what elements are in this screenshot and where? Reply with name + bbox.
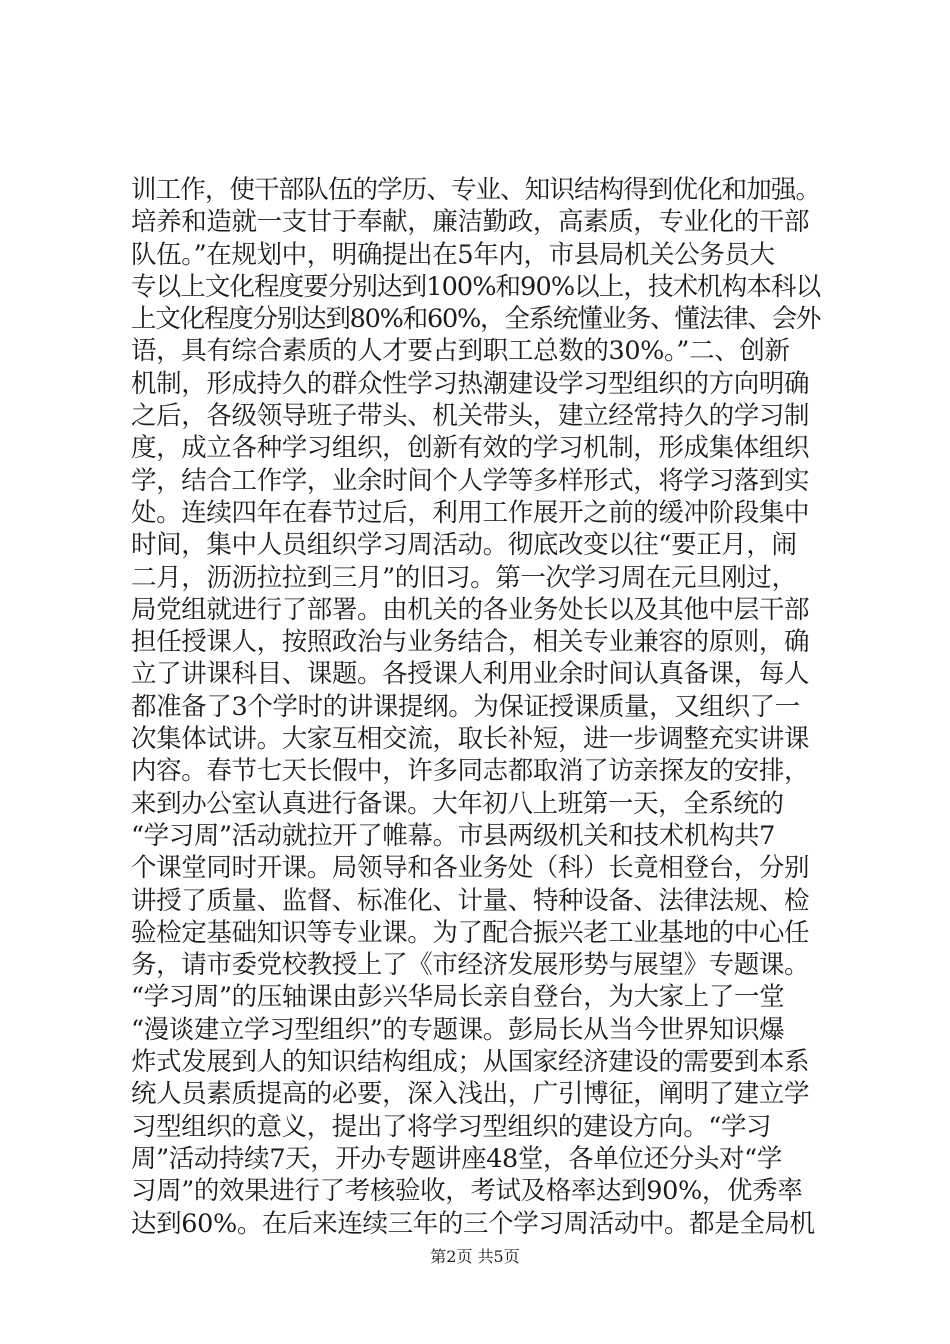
text-line: 处。连续四年在春节过后，利用工作展开之前的缓冲阶段集中	[131, 497, 810, 528]
text-line: 务，请市委党校教授上了《市经济发展形势与展望》专题课。	[131, 950, 810, 981]
text-line: 语，具有综合素质的人才要占到职工总数的30%。”二、创新	[131, 336, 790, 367]
text-line: “漫谈建立学习型组织”的专题课。彭局长从当今世界知识爆	[131, 1014, 785, 1045]
text-line: 队伍。”在规划中，明确提出在5年内，市县局机关公务员大	[131, 239, 775, 270]
text-line: 局党组就进行了部署。由机关的各业务处长以及其他中层干部	[131, 594, 810, 625]
text-line: 担任授课人，按照政治与业务结合，相关专业兼容的原则，确	[131, 627, 810, 658]
text-line: 专以上文化程度要分别达到100%和90%以上，技术机构本科以	[131, 271, 821, 302]
text-line: 次集体试讲。大家互相交流，取长补短，进一步调整充实讲课	[131, 724, 810, 755]
text-line: 习周”的效果进行了考核验收，考试及格率达到90%，优秀率	[131, 1176, 803, 1207]
text-line: 立了讲课科目、课题。各授课人利用业余时间认真备课，每人	[131, 659, 810, 690]
text-line: 之后，各级领导班子带头、机关带头，建立经常持久的学习制	[131, 401, 810, 432]
text-line: 周”活动持续7天，开办专题讲座48堂，各单位还分头对“学	[131, 1143, 782, 1174]
text-line: 炸式发展到人的知识结构组成；从国家经济建设的需要到本系	[131, 1047, 810, 1078]
text-line: 度，成立各种学习组织，创新有效的学习机制，形成集体组织	[131, 433, 810, 464]
text-line: “学习周”的压轴课由彭兴华局长亲自登台，为大家上了一堂	[131, 982, 785, 1013]
text-line: 统人员素质提高的必要，深入浅出，广引博征，阐明了建立学	[131, 1079, 810, 1110]
page-footer: 第2页 共5页	[430, 1247, 520, 1266]
text-line: 达到60%。在后来连续三年的三个学习周活动中。都是全局机	[131, 1208, 815, 1239]
text-line: 都准备了3个学时的讲课提纲。为保证授课质量，又组织了一	[131, 691, 800, 722]
text-line: “学习周”活动就拉开了帷幕。市县两级机关和技术机构共7	[131, 820, 775, 851]
text-line: 验检定基础知识等专业课。为了配合振兴老工业基地的中心任	[131, 917, 810, 948]
text-line: 学，结合工作学，业余时间个人学等多样形式，将学习落到实	[131, 465, 810, 496]
body-text	[131, 174, 831, 1240]
text-line: 二月，沥沥拉拉到三月”的旧习。第一次学习周在元旦刚过，	[131, 562, 797, 593]
text-line: 来到办公室认真进行备课。大年初八上班第一天，全系统的	[131, 788, 784, 819]
text-line: 机制，形成持久的群众性学习热潮建设学习型组织的方向明确	[131, 368, 810, 399]
text-line: 培养和造就一支甘于奉献，廉洁勤政，高素质，专业化的干部	[131, 207, 810, 238]
text-line: 讲授了质量、监督、标准化、计量、特种设备、法律法规、检	[131, 885, 810, 916]
text-line: 习型组织的意义，提出了将学习型组织的建设方向。“学习	[131, 1111, 772, 1142]
text-line: 个课堂同时开课。局领导和各业务处（科）长竟相登台，分别	[131, 853, 810, 884]
text-line: 时间，集中人员组织学习周活动。彻底改变以往“要正月，闹	[131, 530, 797, 561]
text-line: 上文化程度分别达到80%和60%，全系统懂业务、懂法律、会外	[131, 304, 821, 335]
text-line: 训工作，使干部队伍的学历、专业、知识结构得到优化和加强。	[131, 175, 821, 205]
text-line: 内容。春节七天长假中，许多同志都取消了访亲探友的安排，	[131, 756, 810, 787]
